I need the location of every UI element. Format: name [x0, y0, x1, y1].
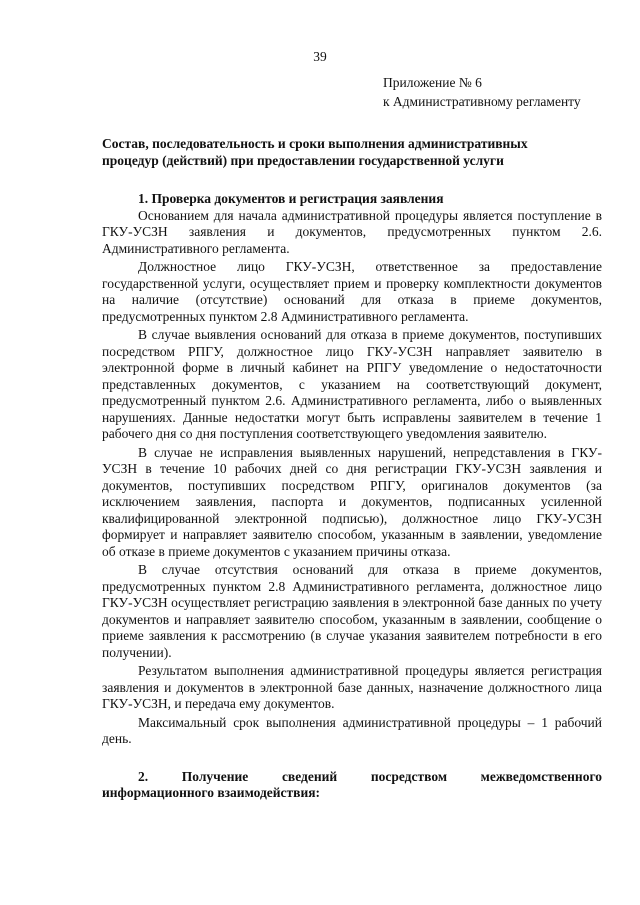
page-number: 39: [313, 49, 327, 64]
section-2-heading: [102, 769, 602, 802]
paragraph-refusal-grounds: В случае выявления оснований для отказа в приеме документов, поступивших посредством РПГУ, должностное лицо ГКУ-УСЗН направляет заявителю в электронной форме в личный кабинет на РПГУ уведомление о недостаточности представленных документов, с указанием на соответствующий документ, предусмотренный пунктом 2.6. Административного регламента, либо о выявленных нарушениях. Данные недостатки могут быть исправлены заявителем в течение 1 рабочего дня со дня поступления соответствующего уведомления заявителю.: [102, 327, 602, 441]
paragraph-official-check: Должностное лицо ГКУ-УСЗН, ответственное за предоставление государственной услуги, осуществляет прием и проверку комплектности документов на наличие (отсутствие) оснований для отказа в приеме документов, предусмотренных пунктом 2.8 Административного регламента.: [102, 259, 602, 324]
document-body: [102, 136, 602, 802]
paragraph-result: Результатом выполнения административной процедуры является регистрация заявления и документов в электронной базе данных, назначение должностного лица ГКУ-УСЗН, и передача ему документов.: [102, 663, 602, 711]
appendix-header: [383, 73, 581, 111]
paragraph-non-correction: В случае не исправления выявленных нарушений, непредставления в ГКУ-УСЗН в течение 10 рабочих дней со дня регистрации ГКУ-УСЗН заявления и документов, поступивших посредством РПГУ, оригиналов документов (за исключением заявления, паспорта и документов, подписанных усиленной квалифицированной электронной подписью), должностное лицо ГКУ-УСЗН формирует и направляет заявителю способом, указанным в заявлении, уведомление об отказе в приеме документов с указанием причины отказа.: [102, 444, 602, 559]
section-2-heading-line-1: [102, 769, 602, 786]
section-2-word-1: Получение: [181, 768, 249, 784]
appendix-line-1: Приложение № 6: [383, 75, 482, 90]
section-2-heading-line-2: информационного взаимодействия:: [102, 785, 321, 800]
section-2-word-4: межведомственного: [480, 768, 602, 784]
section-2-word-3: посредством: [370, 768, 448, 784]
section-2-number: 2.: [138, 768, 149, 784]
appendix-line-2: к Административному регламенту: [383, 94, 581, 109]
paragraph-basis: Основанием для начала административной процедуры является поступление в ГКУ-УСЗН заявления и документов, предусмотренных пунктом 2.6. Административного регламента.: [102, 207, 602, 256]
title-line-2: процедур (действий) при предоставлении государственной услуги: [102, 152, 504, 168]
section-2-word-2: сведений: [281, 768, 338, 784]
section-1-heading: 1. Проверка документов и регистрация заявления: [138, 191, 444, 206]
title-line-1: Состав, последовательность и сроки выполнения административных: [102, 136, 528, 151]
document-title: [102, 136, 602, 169]
paragraph-registration: В случае отсутствия оснований для отказа в приеме документов, предусмотренных пунктом 2.8 Административного регламента, должностное лицо ГКУ-УСЗН осуществляет регистрацию заявления в электронной базе данных по учету документов и направляет заявителю способом, указанным в заявлении, сообщение о приеме заявления к рассмотрению (в случае указания заявителем потребности в его получении).: [102, 562, 602, 660]
paragraph-max-term: Максимальный срок выполнения административной процедуры – 1 рабочий день.: [102, 714, 602, 746]
